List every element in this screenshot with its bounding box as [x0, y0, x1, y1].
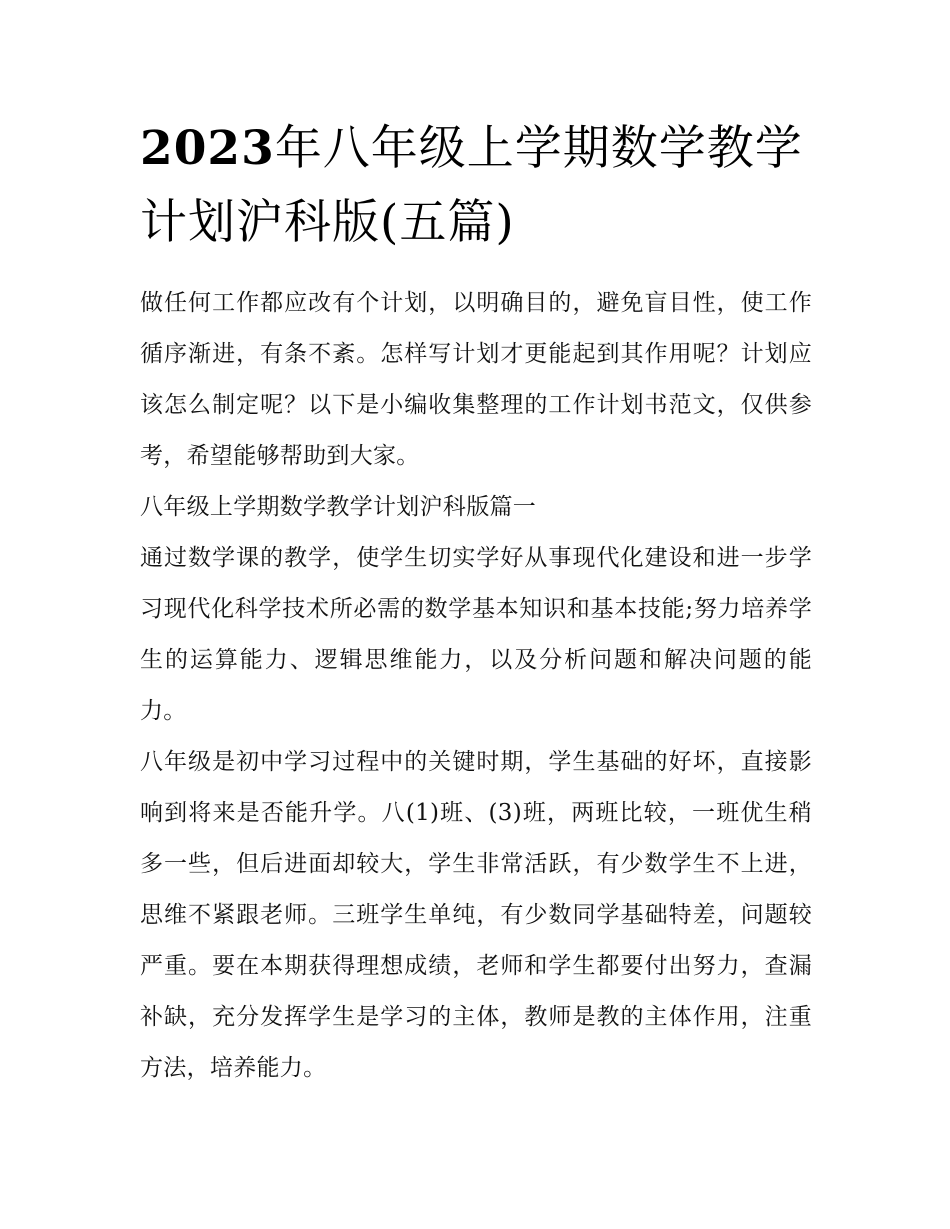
title-text: 年八年级上学期数学教学计划沪科版(五篇): [140, 121, 803, 250]
class-analysis-paragraph: 八年级是初中学习过程中的关键时期，学生基础的好坏，直接影响到将来是否能升学。八(1)班、(3)班，两班比较，一班优生稍多一些，但后进面却较大，学生非常活跃，有少数学生不上进，思维不紧跟老师。三班学生单纯，有少数同学基础特差，问题较严重。要在本期获得理想成绩，老师和学生都要付出努力，查漏补缺，充分发挥学生是学习的主体，教师是教的主体作用，注重方法，培养能力。: [140, 749, 812, 1081]
intro-paragraph: 做任何工作都应改有个计划，以明确目的，避免盲目性，使工作循序渐进，有条不紊。怎样写计划才更能起到其作用呢？计划应该怎么制定呢？以下是小编收集整理的工作计划书范文，仅供参考，希望能够帮助到大家。: [140, 290, 812, 469]
title-year: 2023: [140, 121, 275, 176]
goal-paragraph: 通过数学课的教学，使学生切实学好从事现代化建设和进一步学习现代化科学技术所必需的数学基本知识和基本技能;努力培养学生的运算能力、逻辑思维能力，以及分析问题和解决问题的能力。: [140, 545, 812, 724]
document-body: [140, 278, 812, 1094]
section-heading: 八年级上学期数学教学计划沪科版篇一: [140, 494, 537, 520]
document-title: [140, 112, 812, 260]
document-page: [140, 112, 812, 1094]
